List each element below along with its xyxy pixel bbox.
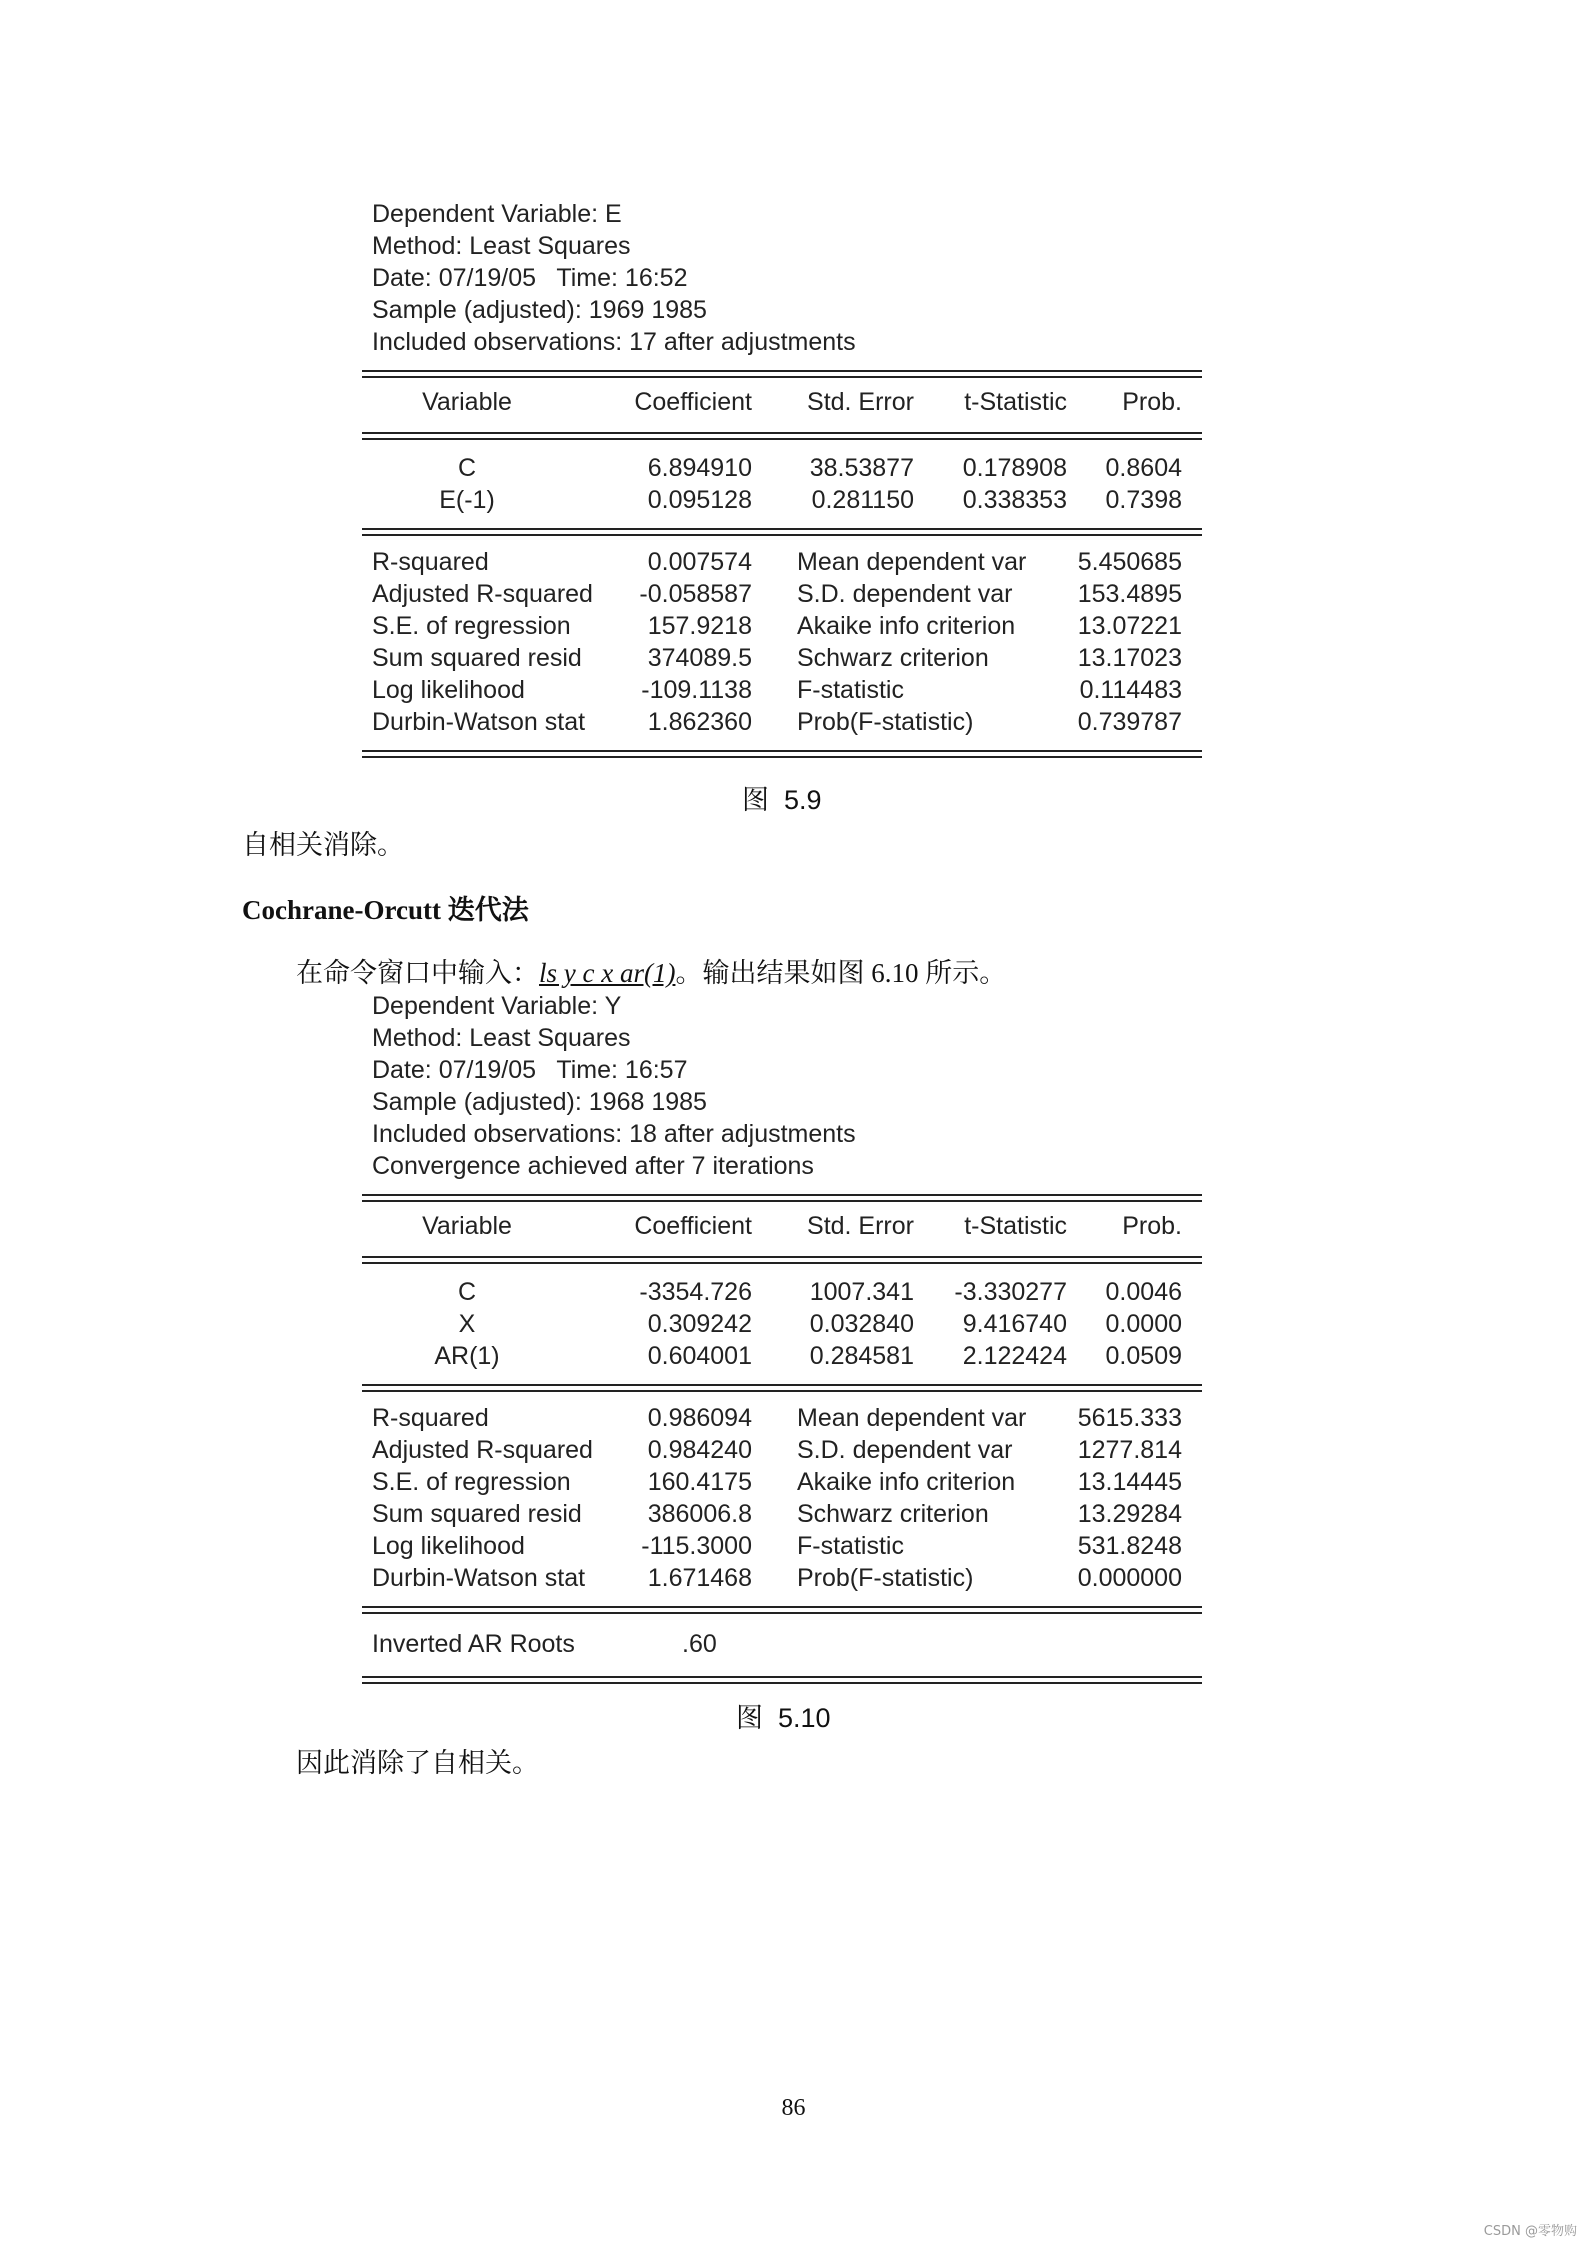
stat-label: S.E. of regression (372, 1468, 571, 1496)
stat-value: 13.07221 (1077, 612, 1182, 640)
stat-label: Mean dependent var (797, 548, 1027, 576)
rule-double (362, 750, 1202, 758)
inverted-ar-roots-label: Inverted AR Roots (372, 1630, 575, 1658)
stat-value: -109.1138 (641, 676, 752, 704)
variable-name: C (457, 1278, 477, 1306)
stat-value: 0.739787 (1077, 708, 1182, 736)
stat-value: 0.986094 (647, 1404, 752, 1432)
stat-label: Prob(F-statistic) (797, 1564, 974, 1592)
regression-output-table-2 (362, 990, 1202, 1684)
std-error-value: 1007.341 (809, 1278, 914, 1306)
prob-value: 0.0046 (1105, 1278, 1182, 1306)
column-header-row (362, 386, 1202, 418)
coefficient-value: 0.309242 (647, 1310, 752, 1338)
section-heading: Cochrane-Orcutt 迭代法 (242, 895, 529, 925)
table-row (362, 484, 1202, 516)
regression-output-table-1 (362, 198, 1202, 758)
stat-row (362, 546, 1202, 578)
instruction-suffix: 。输出结果如图 6.10 所示。 (675, 958, 1007, 988)
stat-label: Akaike info criterion (797, 1468, 1016, 1496)
coefficient-rows (362, 1276, 1202, 1372)
observations-line: Included observations: 17 after adjustments (372, 328, 856, 356)
summary-stats (362, 1402, 1202, 1594)
coefficient-value: 6.894910 (647, 454, 752, 482)
date-time-line: Date: 07/19/05 Time: 16:52 (372, 264, 688, 292)
stat-value: 1.671468 (647, 1564, 752, 1592)
rule-double (362, 1194, 1202, 1202)
stat-label: F-statistic (797, 676, 904, 704)
inverted-ar-roots-value: .60 (682, 1630, 717, 1658)
coefficient-value: 0.095128 (647, 486, 752, 514)
stat-value: 531.8248 (1077, 1532, 1182, 1560)
stat-value: 157.9218 (647, 612, 752, 640)
stat-value: 13.14445 (1077, 1468, 1182, 1496)
stat-label: Mean dependent var (797, 1404, 1027, 1432)
dependent-variable-line: Dependent Variable: Y (372, 992, 622, 1020)
std-error-value: 0.281150 (811, 486, 914, 514)
stat-row (362, 1530, 1202, 1562)
col-coefficient: Coefficient (634, 1212, 752, 1240)
stat-row (362, 610, 1202, 642)
stat-label: Sum squared resid (372, 1500, 582, 1528)
stat-row (362, 674, 1202, 706)
stat-row (362, 706, 1202, 738)
stat-label: Durbin-Watson stat (372, 708, 586, 736)
col-t-statistic: t-Statistic (964, 1212, 1067, 1240)
stat-label: S.E. of regression (372, 612, 571, 640)
stat-row (362, 1562, 1202, 1594)
stat-label: Log likelihood (372, 676, 525, 704)
rule-double (362, 432, 1202, 440)
stat-value: 1277.814 (1077, 1436, 1182, 1464)
variable-name: C (457, 454, 477, 482)
stat-label: S.D. dependent var (797, 1436, 1013, 1464)
coefficient-value: -3354.726 (639, 1278, 752, 1306)
method-line: Method: Least Squares (372, 1024, 631, 1052)
stat-value: 0.984240 (647, 1436, 752, 1464)
date-time-line: Date: 07/19/05 Time: 16:57 (372, 1056, 688, 1084)
sample-line: Sample (adjusted): 1968 1985 (372, 1088, 707, 1116)
stat-label: Akaike info criterion (797, 612, 1016, 640)
stat-label: Schwarz criterion (797, 1500, 989, 1528)
variable-name: E(-1) (439, 486, 495, 514)
stat-row (362, 1434, 1202, 1466)
csdn-watermark: CSDN @零物购 (1483, 2224, 1577, 2239)
sample-line: Sample (adjusted): 1969 1985 (372, 296, 707, 324)
stat-row (362, 1498, 1202, 1530)
rule-double (362, 528, 1202, 536)
stat-value: -115.3000 (641, 1532, 752, 1560)
table-row (362, 1276, 1202, 1308)
t-statistic-value: 0.178908 (962, 454, 1067, 482)
col-std-error: Std. Error (807, 1212, 914, 1240)
stat-value: 0.114483 (1079, 676, 1182, 704)
t-statistic-value: 9.416740 (962, 1310, 1067, 1338)
instruction-paragraph (296, 951, 1006, 990)
paragraph-conclusion: 因此消除了自相关。 (296, 1748, 539, 1778)
col-coefficient: Coefficient (634, 388, 752, 416)
prob-value: 0.0509 (1105, 1342, 1182, 1370)
stat-value: 386006.8 (647, 1500, 752, 1528)
rule-double (362, 370, 1202, 378)
std-error-value: 0.032840 (809, 1310, 914, 1338)
stat-label: R-squared (372, 1404, 489, 1432)
col-t-statistic: t-Statistic (964, 388, 1067, 416)
table-row (362, 1340, 1202, 1372)
stat-value: 13.29284 (1077, 1500, 1182, 1528)
std-error-value: 0.284581 (809, 1342, 914, 1370)
stat-label: Adjusted R-squared (372, 580, 593, 608)
variable-name: X (458, 1310, 476, 1338)
observations-line: Included observations: 18 after adjustments (372, 1120, 856, 1148)
stat-value: 160.4175 (647, 1468, 752, 1496)
rule-double (362, 1606, 1202, 1614)
inverted-ar-roots-row (362, 1628, 1202, 1660)
method-line: Method: Least Squares (372, 232, 631, 260)
col-prob: Prob. (1122, 1212, 1182, 1240)
command-text: ls y c x ar(1) (539, 958, 676, 988)
stat-value: 5.450685 (1077, 548, 1182, 576)
prob-value: 0.7398 (1105, 486, 1182, 514)
t-statistic-value: 2.122424 (962, 1342, 1067, 1370)
stat-value: 374089.5 (647, 644, 752, 672)
stat-row (362, 642, 1202, 674)
stat-label: Schwarz criterion (797, 644, 989, 672)
figure-caption-5-9: 图 5.9 (742, 785, 822, 815)
table-row (362, 452, 1202, 484)
column-header-row (362, 1210, 1202, 1242)
stat-label: Prob(F-statistic) (797, 708, 974, 736)
stat-label: Adjusted R-squared (372, 1436, 593, 1464)
stat-value: 5615.333 (1077, 1404, 1182, 1432)
variable-name: AR(1) (434, 1342, 500, 1370)
stat-label: S.D. dependent var (797, 580, 1013, 608)
convergence-line: Convergence achieved after 7 iterations (372, 1152, 814, 1180)
t-statistic-value: 0.338353 (962, 486, 1067, 514)
t-statistic-value: -3.330277 (954, 1278, 1067, 1306)
std-error-value: 38.53877 (809, 454, 914, 482)
col-variable: Variable (422, 388, 512, 416)
stat-value: -0.058587 (639, 580, 752, 608)
stat-value: 153.4895 (1077, 580, 1182, 608)
col-std-error: Std. Error (807, 388, 914, 416)
figure-caption-5-10: 图 5.10 (736, 1703, 831, 1733)
rule-double (362, 1256, 1202, 1264)
paragraph-autocorrelation-removed: 自相关消除。 (242, 830, 404, 860)
rule-double (362, 1676, 1202, 1684)
stat-value: 13.17023 (1077, 644, 1182, 672)
stat-row (362, 578, 1202, 610)
stat-row (362, 1402, 1202, 1434)
summary-stats (362, 546, 1202, 738)
coefficient-value: 0.604001 (647, 1342, 752, 1370)
stat-value: 1.862360 (647, 708, 752, 736)
prob-value: 0.8604 (1105, 454, 1182, 482)
rule-double (362, 1384, 1202, 1392)
dependent-variable-line: Dependent Variable: E (372, 200, 622, 228)
table-row (362, 1308, 1202, 1340)
stat-row (362, 1466, 1202, 1498)
instruction-prefix: 在命令窗口中输入： (296, 958, 539, 988)
stat-label: Sum squared resid (372, 644, 582, 672)
col-prob: Prob. (1122, 388, 1182, 416)
stat-label: F-statistic (797, 1532, 904, 1560)
stat-value: 0.000000 (1077, 1564, 1182, 1592)
page-number: 86 (781, 2095, 806, 2121)
coefficient-rows (362, 452, 1202, 516)
stat-label: Durbin-Watson stat (372, 1564, 586, 1592)
stat-value: 0.007574 (647, 548, 752, 576)
col-variable: Variable (422, 1212, 512, 1240)
stat-label: Log likelihood (372, 1532, 525, 1560)
prob-value: 0.0000 (1105, 1310, 1182, 1338)
stat-label: R-squared (372, 548, 489, 576)
